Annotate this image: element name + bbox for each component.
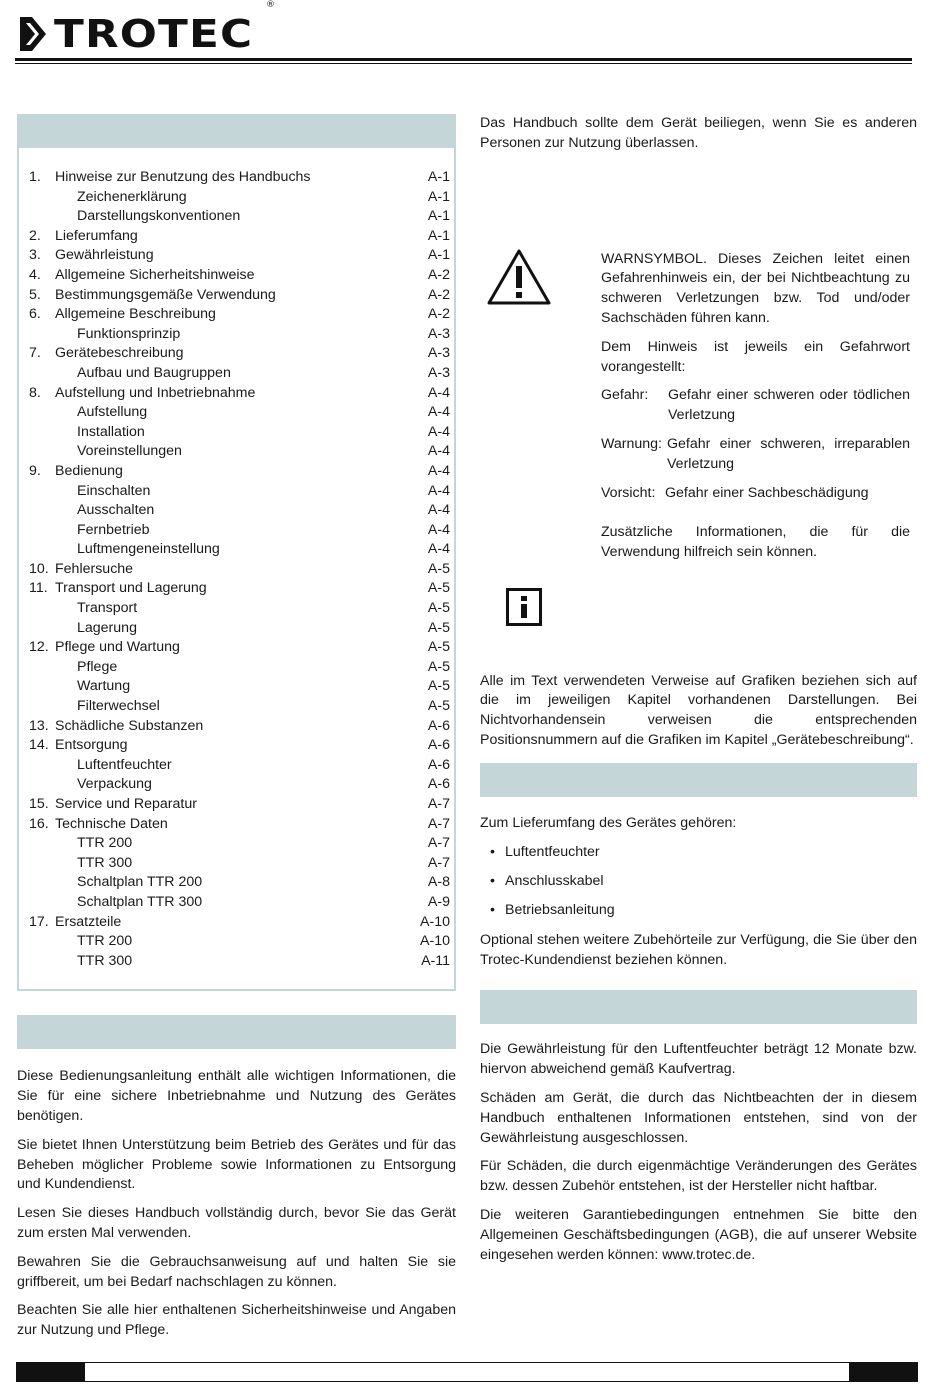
toc-page: A-5 [427, 658, 450, 675]
section-heading-band [17, 1015, 456, 1049]
header-rule [15, 58, 912, 61]
toc-number [29, 207, 55, 227]
intro-paragraph: Diese Bedienungsanleitung enthält alle wichtigen Informationen, die Sie für eine sichere Inbetriebnahme und Nutzung des Gerätes benötigen. [17, 1068, 456, 1124]
toc-title: Voreinstellungen [77, 443, 182, 460]
toc-page: A-4 [427, 462, 450, 479]
toc-entry [29, 795, 450, 815]
warranty-text [480, 1040, 917, 1265]
toc-number: 15. [29, 796, 49, 812]
toc-title: Lagerung [77, 619, 137, 636]
toc-number [29, 756, 55, 776]
toc-title: Lieferumfang [55, 227, 138, 244]
toc-page: A-7 [427, 854, 450, 871]
toc-number [29, 658, 55, 678]
toc-page: A-7 [427, 835, 450, 852]
toc-number: 1. [29, 169, 41, 185]
toc-entry [29, 873, 450, 893]
toc-page: A-1 [427, 208, 450, 225]
warning-symbol-text: WARNSYMBOL. Dieses Zeichen leitet einen Gefahrenhinweis ein, der bei Nichtbeachtung zu schweren Verletzungen bzw. Tod und/oder Sachschäden führen kann. [601, 250, 910, 326]
toc-title: Verpackung [77, 776, 152, 793]
toc-page: A-5 [427, 639, 450, 656]
references-text: Alle im Text verwendeten Verweise auf Grafiken beziehen sich auf die im jeweiligen Kapitel vorhandenen Darstellungen. Bei Nichtvorhandensein verweisen die entsprechenden Positionsnummern auf die Grafiken im Kapitel „Gerätebeschreibung“. [480, 672, 917, 748]
toc-number [29, 423, 55, 443]
toc-number [29, 775, 55, 795]
brand-name: TROTEC [54, 12, 254, 56]
delivery-list [480, 843, 917, 922]
warranty-paragraph: Schäden am Gerät, die durch das Nichtbeachten der in diesem Handbuch enthaltenen Informationen entstehen, sind von der Gewährleistung ausgeschlossen. [480, 1089, 917, 1146]
toc-page: A-6 [427, 717, 450, 734]
toc-page: A-4 [427, 502, 450, 519]
left-column [17, 114, 456, 1350]
toc-title: Bestimmungsgemäße Verwendung [55, 286, 276, 303]
toc-entry [29, 344, 450, 364]
toc-title: Allgemeine Beschreibung [55, 306, 216, 323]
toc-page: A-2 [427, 306, 450, 323]
handbook-note: Das Handbuch sollte dem Gerät beiliegen, wenn Sie es anderen Personen zur Nutzung überlassen. [480, 115, 917, 151]
toc-entry [29, 658, 450, 678]
toc-heading-band [17, 114, 456, 148]
toc-title: Pflege [77, 658, 118, 675]
info-symbol-text: Zusätzliche Informationen, die für die Verwendung hilfreich sein können. [601, 524, 910, 561]
toc-title: Entsorgung [55, 737, 128, 754]
toc-entry [29, 403, 450, 423]
toc-number [29, 834, 55, 854]
toc-entry [29, 462, 450, 482]
toc-number: 5. [29, 286, 41, 303]
signal-word-row [601, 435, 910, 475]
info-icon [506, 588, 542, 626]
trotec-logo-icon [18, 15, 48, 53]
toc-page: A-11 [421, 952, 450, 969]
toc-entry [29, 717, 450, 737]
toc-entry [29, 854, 450, 874]
toc-entry [29, 521, 450, 541]
toc-entry [29, 579, 450, 599]
toc-number: 8. [29, 384, 41, 401]
toc-number [29, 188, 55, 208]
toc-number: 11. [29, 580, 48, 597]
toc-page: A-1 [427, 169, 450, 185]
toc-title: Hinweise zur Benutzung des Handbuchs [55, 169, 311, 185]
toc-entry [29, 305, 450, 325]
toc-entry [29, 442, 450, 462]
right-column [480, 114, 917, 1274]
toc-entry [29, 913, 450, 933]
toc-number [29, 932, 55, 952]
toc-page: A-1 [427, 227, 450, 244]
signal-word-list [601, 386, 910, 503]
signal-word-label: Warnung: [601, 435, 662, 452]
toc-entry [29, 286, 450, 306]
toc-entry [29, 482, 450, 502]
toc-page: A-4 [427, 541, 450, 558]
warranty-paragraph: Für Schäden, die durch eigenmächtige Veränderungen des Gerätes bzw. dessen Zubehör entstehen, ist der Hersteller nicht haftbar. [480, 1158, 917, 1195]
toc-page: A-4 [427, 443, 450, 460]
toc-title: Gewährleistung [55, 247, 154, 264]
toc-title: Fehlersuche [55, 560, 134, 577]
toc-number: 12. [29, 639, 49, 656]
toc-title: Allgemeine Sicherheitshinweise [55, 266, 255, 283]
signal-word-row [601, 386, 910, 426]
toc-entry [29, 638, 450, 658]
toc-entry [29, 207, 450, 227]
delivery-intro: Zum Lieferumfang des Gerätes gehören: [480, 814, 737, 831]
toc-title: Filterwechsel [77, 698, 160, 715]
toc-page: A-10 [420, 933, 450, 950]
toc-title: Funktionsprinzip [77, 325, 181, 342]
toc-number [29, 442, 55, 462]
signal-word-definition: Gefahr einer schweren oder tödlichen Verletzung [668, 387, 910, 424]
toc-title: Zeichenerklärung [77, 188, 187, 205]
toc-number [29, 482, 55, 502]
toc-number: 7. [29, 345, 41, 362]
toc-title: Schaltplan TTR 300 [77, 893, 203, 910]
toc-title: Ersatzteile [55, 913, 122, 930]
warranty-heading-band [480, 990, 917, 1024]
toc-page: A-5 [427, 600, 450, 617]
footer-right-block [849, 1363, 917, 1381]
toc-title: Aufbau und Baugruppen [77, 364, 231, 381]
toc-page: A-7 [427, 815, 450, 832]
delivery-outro: Optional stehen weitere Zubehörteile zur Verfügung, die Sie über den Trotec-Kundendienst beziehen können. [480, 931, 917, 968]
toc-title: Einschalten [77, 482, 151, 499]
toc-entry [29, 384, 450, 404]
toc-number: 14. [29, 737, 49, 754]
toc-number [29, 325, 55, 345]
toc-page: A-9 [427, 893, 450, 910]
signal-word-label: Gefahr: [601, 387, 649, 404]
toc-page: A-5 [427, 580, 450, 597]
delivery-item: • Luftentfeuchter [480, 843, 917, 863]
warning-explanation [601, 250, 910, 572]
toc-entry [29, 619, 450, 639]
footer-bar [16, 1362, 918, 1382]
toc-title: Fernbetrieb [77, 521, 150, 538]
toc-entry [29, 756, 450, 776]
toc-page: A-4 [427, 521, 450, 538]
toc-title: Technische Daten [55, 815, 168, 832]
toc-number: 10. [29, 560, 49, 577]
toc-title: TTR 200 [77, 835, 133, 852]
toc-number: 17. [29, 913, 49, 930]
toc-number [29, 540, 55, 560]
toc-number [29, 364, 55, 384]
toc-number: 3. [29, 247, 41, 264]
intro-paragraph: Beachten Sie alle hier enthaltenen Sicherheitshinweise und Angaben zur Nutzung und Pflege. [17, 1302, 456, 1339]
toc-entry [29, 168, 450, 188]
signal-word-row [601, 484, 910, 504]
toc-title: Bedienung [55, 462, 123, 479]
toc-number [29, 893, 55, 913]
toc-entry [29, 893, 450, 913]
intro-text [17, 1067, 456, 1341]
toc-title: Service und Reparatur [55, 796, 197, 812]
toc-title: TTR 300 [77, 952, 133, 969]
warranty-paragraph: Die Gewährleistung für den Luftentfeuchter beträgt 12 Monate bzw. hiervon abweichend gemäß Kaufvertrag. [480, 1041, 917, 1078]
toc-title: Wartung [77, 678, 131, 695]
toc-page: A-5 [427, 698, 450, 715]
signal-word-definition: Gefahr einer Sachbeschädigung [665, 484, 869, 501]
symbols-block [480, 206, 917, 596]
toc-entry [29, 227, 450, 247]
toc-title: Schaltplan TTR 200 [77, 874, 203, 891]
toc-entry [29, 501, 450, 521]
registered-mark: ® [266, 0, 275, 10]
toc-title: Installation [77, 423, 145, 440]
toc-page: A-2 [427, 266, 450, 283]
toc-entry [29, 188, 450, 208]
toc-page: A-5 [427, 619, 450, 636]
toc-title: Schädliche Substanzen [55, 717, 204, 734]
toc-entry [29, 677, 450, 697]
warranty-paragraph: Die weiteren Garantiebedingungen entnehmen Sie bitte den Allgemeinen Geschäftsbedingungen (AGB), die auf unserer Website eingesehen werden können: www.trotec.de. [480, 1206, 917, 1263]
toc-title: Pflege und Wartung [55, 639, 180, 656]
toc-number: 4. [29, 266, 41, 283]
toc-page: A-5 [427, 678, 450, 695]
intro-paragraph: Bewahren Sie die Gebrauchsanweisung auf und halten Sie sie griffbereit, um bei Bedarf nachschlagen zu können. [17, 1253, 456, 1290]
toc-number [29, 677, 55, 697]
toc-title: Transport [77, 600, 138, 617]
toc-entry [29, 266, 450, 286]
toc-page: A-3 [427, 364, 450, 381]
toc-page: A-2 [427, 286, 450, 303]
footer-left-block [17, 1363, 85, 1381]
toc-number [29, 403, 55, 423]
toc-page: A-3 [427, 345, 450, 362]
toc-entry [29, 560, 450, 580]
toc-number [29, 619, 55, 639]
toc-title: Transport und Lagerung [55, 580, 207, 597]
toc-entry [29, 932, 450, 952]
toc-title: Aufstellung und Inbetriebnahme [55, 384, 256, 401]
toc-page: A-5 [427, 560, 450, 577]
toc-title: Gerätebeschreibung [55, 345, 184, 362]
toc-page: A-1 [427, 188, 450, 205]
toc-number [29, 521, 55, 541]
toc-number: 2. [29, 227, 41, 244]
toc-page: A-4 [427, 482, 450, 499]
toc-entry [29, 736, 450, 756]
toc-number: 9. [29, 462, 41, 479]
toc-title: TTR 200 [77, 933, 133, 950]
toc-entry [29, 540, 450, 560]
delivery-item: • Anschlusskabel [480, 872, 917, 892]
toc-number [29, 501, 55, 521]
toc-number: 16. [29, 815, 49, 832]
warning-triangle-icon [486, 248, 552, 306]
intro-paragraph: Lesen Sie dieses Handbuch vollständig durch, bevor Sie das Gerät zum ersten Mal verwenden. [17, 1205, 456, 1241]
toc-page: A-1 [427, 247, 450, 264]
toc-entry [29, 423, 450, 443]
toc-page: A-4 [427, 384, 450, 401]
toc-page: A-3 [427, 325, 450, 342]
toc-title: Luftentfeuchter [77, 756, 172, 773]
table-of-contents [17, 148, 456, 991]
toc-page: A-7 [427, 796, 450, 812]
toc-number: 13. [29, 717, 49, 734]
toc-entry [29, 246, 450, 266]
toc-title: Luftmengeneinstellung [77, 541, 220, 558]
brand-logo [18, 12, 254, 56]
toc-page: A-4 [427, 404, 450, 421]
toc-entry [29, 599, 450, 619]
toc-number [29, 854, 55, 874]
toc-entry [29, 775, 450, 795]
intro-paragraph: Sie bietet Ihnen Unterstützung beim Betrieb des Gerätes und für das Beheben möglicher Probleme sowie Informationen zu Entsorgung und Kundendienst. [17, 1136, 456, 1193]
header-rule-thin [15, 63, 912, 64]
toc-entry [29, 697, 450, 717]
toc-page: A-4 [427, 423, 450, 440]
toc-number [29, 873, 55, 893]
toc-entry [29, 325, 450, 345]
toc-entry [29, 815, 450, 835]
delivery-heading-band [480, 763, 917, 797]
toc-title: TTR 300 [77, 854, 133, 871]
toc-number: 6. [29, 306, 41, 323]
signal-word-intro: Dem Hinweis ist jeweils ein Gefahrwort vorangestellt: [601, 338, 910, 375]
toc-entry [29, 952, 450, 972]
toc-title: Aufstellung [77, 404, 148, 421]
toc-page: A-6 [427, 737, 450, 754]
signal-word-definition: Gefahr einer schweren, irreparablen Verletzung [667, 435, 910, 472]
delivery-item: • Betriebsanleitung [480, 901, 917, 921]
toc-number [29, 952, 55, 972]
toc-entry [29, 834, 450, 854]
toc-page: A-8 [427, 874, 450, 891]
signal-word-label: Vorsicht: [601, 484, 656, 501]
toc-title: Darstellungskonventionen [77, 208, 241, 225]
toc-number [29, 599, 55, 619]
toc-title: Ausschalten [77, 502, 155, 519]
toc-entry [29, 364, 450, 384]
toc-page: A-10 [420, 913, 450, 930]
toc-page: A-6 [427, 776, 450, 793]
toc-page: A-6 [427, 756, 450, 773]
toc-number [29, 697, 55, 717]
